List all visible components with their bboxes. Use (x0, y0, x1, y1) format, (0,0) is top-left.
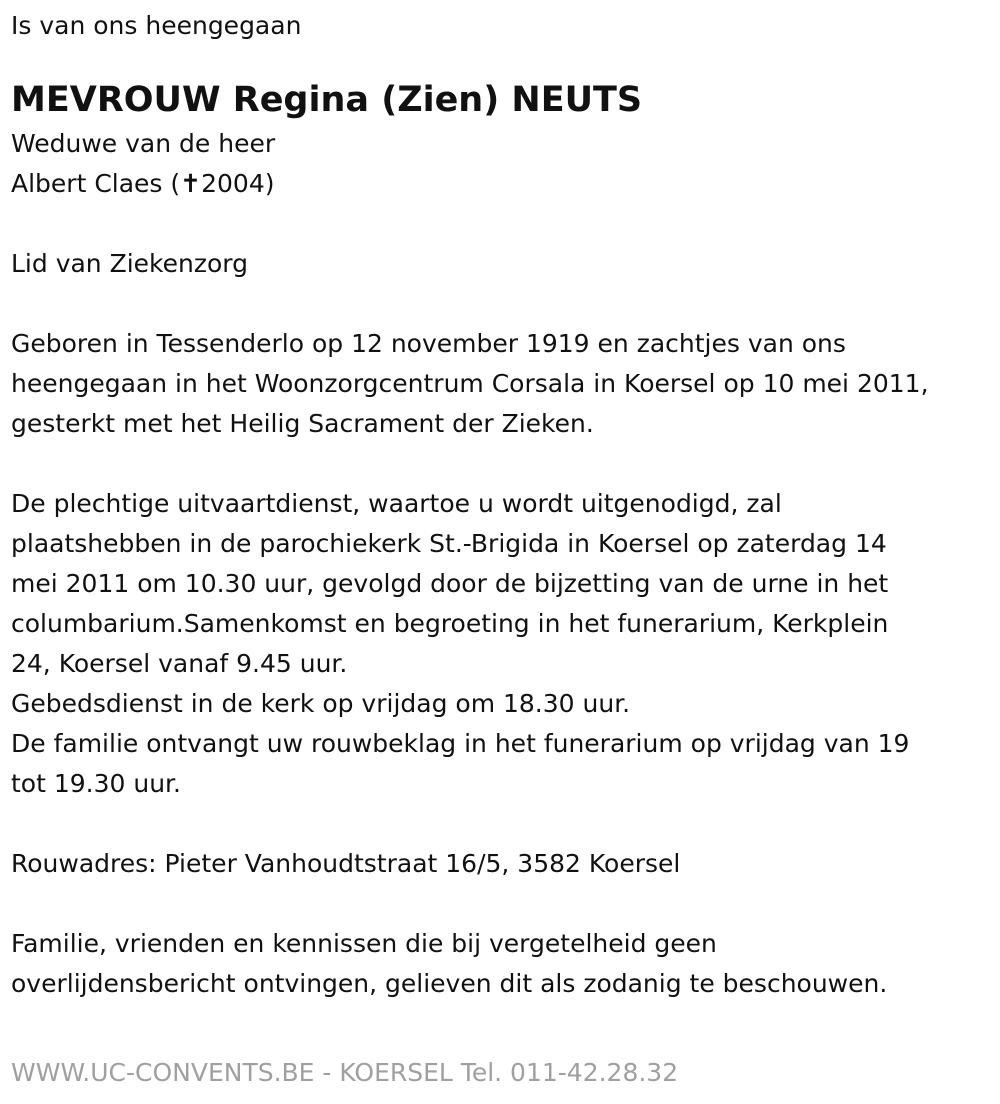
birth-death-paragraph (11, 324, 1000, 444)
spouse-line-1: Weduwe van de heer (11, 129, 276, 158)
notice-paragraph (11, 924, 1000, 1004)
footer-contact: WWW.UC-CONVENTS.BE - KOERSEL Tel. 011-42.28.32 (11, 1058, 679, 1087)
service-line: columbarium.Samenkomst en begroeting in het funerarium, Kerkplein (11, 609, 889, 638)
mourning-address: Rouwadres: Pieter Vanhoudtstraat 16/5, 3582 Koersel (11, 849, 681, 878)
birth-death-line: Geboren in Tessenderlo op 12 november 1919 en zachtjes van ons (11, 329, 846, 358)
birth-death-line: heengegaan in het Woonzorgcentrum Corsala in Koersel op 10 mei 2011, (11, 369, 929, 398)
membership-text: Lid van Ziekenzorg (11, 249, 248, 278)
notice-line: overlijdensbericht ontvingen, gelieven dit als zodanig te beschouwen. (11, 969, 888, 998)
notice-line: Familie, vrienden en kennissen die bij vergetelheid geen (11, 929, 717, 958)
service-line: Gebedsdienst in de kerk op vrijdag om 18.30 uur. (11, 689, 631, 718)
service-line: De familie ontvangt uw rouwbeklag in het funerarium op vrijdag van 19 (11, 729, 910, 758)
service-line: mei 2011 om 10.30 uur, gevolgd door de bijzetting van de urne in het (11, 569, 889, 598)
service-line: 24, Koersel vanaf 9.45 uur. (11, 649, 348, 678)
intro-text: Is van ons heengegaan (11, 11, 302, 40)
deceased-name: MEVROUW Regina (Zien) NEUTS (11, 80, 643, 120)
service-line: plaatshebben in de parochiekerk St.-Brigida in Koersel op zaterdag 14 (11, 529, 887, 558)
spouse-line-2: Albert Claes (✝2004) (11, 169, 275, 198)
birth-death-line: gesterkt met het Heilig Sacrament der Zieken. (11, 409, 594, 438)
service-line: De plechtige uitvaartdienst, waartoe u wordt uitgenodigd, zal (11, 489, 782, 518)
service-line: tot 19.30 uur. (11, 769, 181, 798)
service-paragraph (11, 484, 1000, 804)
